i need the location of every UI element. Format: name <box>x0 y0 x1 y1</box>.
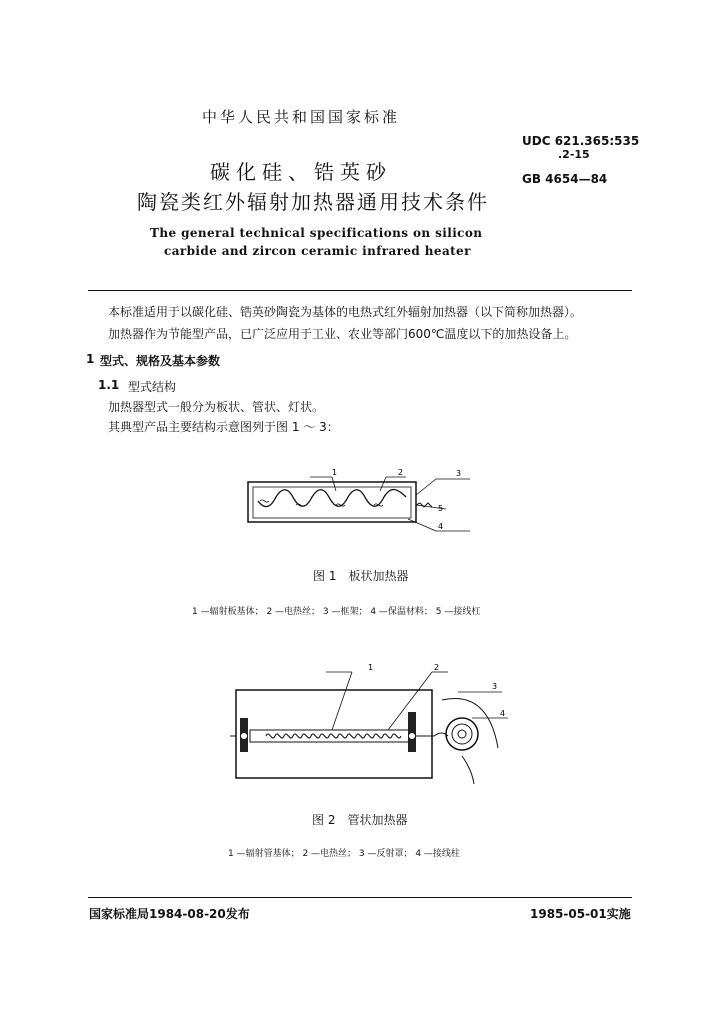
figure-2-label-1: 1 <box>368 663 374 672</box>
title-en-line2: carbide and zircon ceramic infrared heater <box>164 244 471 258</box>
title-cn-line1: 碳化硅、锆英砂 <box>210 160 392 184</box>
section-1-1-paragraph-2: 其典型产品主要结构示意图列于图 1 ～ 3： <box>108 420 339 434</box>
section-1-title: 型式、规格及基本参数 <box>100 354 221 368</box>
title-en-line1: The general technical specifications on silicon <box>150 226 483 240</box>
figure-2-label-2: 2 <box>434 663 440 672</box>
figure-1-legend: 1 —辐射板基体； 2 —电热丝； 3 —框架； 4 —保温材料； 5 —接线杠 <box>192 607 481 617</box>
udc-code-cont: .2-15 <box>558 148 590 161</box>
intro-paragraph-2: 加热器作为节能型产品，已广泛应用于工业、农业等部门600℃温度以下的加热设备上。 <box>108 327 577 341</box>
figure-1-label-4: 4 <box>438 522 444 531</box>
figure-1-label-5: 5 <box>438 504 444 513</box>
udc-code: UDC 621.365:535 <box>522 134 640 148</box>
figure-1-label-1: 1 <box>332 468 338 477</box>
section-1-number: 1 <box>86 352 95 366</box>
figure-2-caption: 图 2 管状加热器 <box>312 813 408 827</box>
figure-2-diagram <box>222 660 522 792</box>
figure-1-label-2: 2 <box>398 468 404 477</box>
figure-1-label-3: 3 <box>456 469 462 478</box>
section-1-1-title: 型式结构 <box>128 380 177 394</box>
intro-paragraph-1: 本标准适用于以碳化硅、锆英砂陶瓷为基体的电热式红外辐射加热器（以下简称加热器）。 <box>108 305 583 319</box>
section-1-1-number: 1.1 <box>98 378 120 392</box>
effective-date: 1985-05-01实施 <box>530 907 631 921</box>
title-cn-line2: 陶瓷类红外辐射加热器通用技术条件 <box>137 190 489 214</box>
section-1-1-paragraph-1: 加热器型式一般分为板状、管状、灯状。 <box>108 400 325 414</box>
figure-2-label-3: 3 <box>492 682 498 691</box>
footer-rule <box>88 897 632 898</box>
figure-1-diagram <box>240 465 480 540</box>
figure-2-legend: 1 —辐射管基体； 2 —电热丝； 3 —反射罩； 4 —接线柱 <box>228 849 460 859</box>
figure-1-caption: 图 1 板状加热器 <box>313 569 409 583</box>
publish-date: 国家标准局1984-08-20发布 <box>89 907 250 921</box>
gb-number: GB 4654—84 <box>522 172 608 186</box>
top-rule <box>88 290 632 291</box>
figure-2-label-4: 4 <box>500 709 506 718</box>
standard-label: 中华人民共和国国家标准 <box>202 108 401 126</box>
